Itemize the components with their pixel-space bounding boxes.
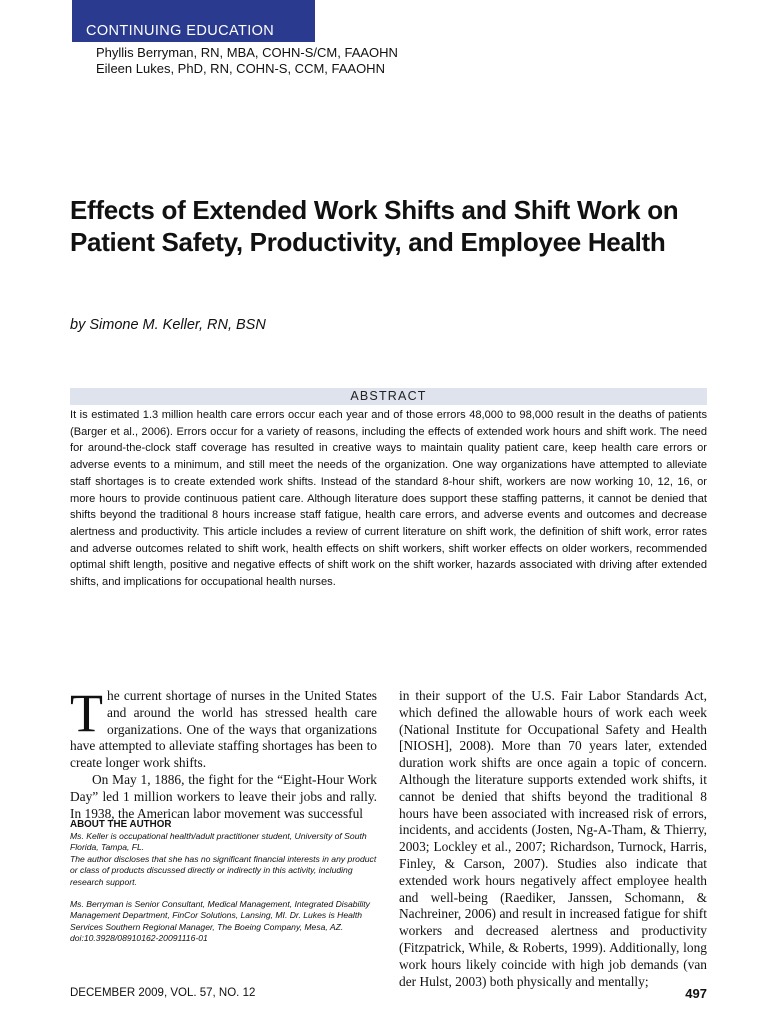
abstract-header-bar <box>70 388 707 405</box>
article-byline: by Simone M. Keller, RN, BSN <box>70 317 266 333</box>
abstract-label: ABSTRACT <box>350 389 427 403</box>
editors-note: Ms. Berryman is Senior Consultant, Medical Management, Integrated Disability Management Department, FinCor Solutions, Lansing, MI. Dr. Lukes is Health Services Southern Regional Manager, The Boeing Company, Mesa, AZ. <box>70 899 370 932</box>
section-label: CONTINUING EDUCATION <box>86 23 275 39</box>
author-affiliation: Ms. Keller is occupational health/adult practitioner student, University of South Florida, Tampa, FL. <box>70 831 367 853</box>
body-paragraph: On May 1, 1886, the fight for the “Eight-Hour Work Day” led 1 million workers to leave their jobs and rally. In 1938, the American labor movement was successful <box>70 771 377 821</box>
about-the-author <box>70 819 377 945</box>
body-paragraph <box>70 683 377 772</box>
body-column-left <box>70 683 377 822</box>
abstract-text: It is estimated 1.3 million health care errors occur each year and of those errors 48,000 to 98,000 result in the deaths of patients (Barger et al., 2006). Errors occur for a variety of reasons, including the effects of extended work hours and shift work. The need for around-the-clock staff coverage has resulted in creative ways to maintain quality patient care, keep health care errors or adverse events to a minimum, and still meet the needs of the organization. One way organizations have attempted to alleviate staff shortages is to create extended work shifts. Instead of the standard 8-hour shift, workers are now working 10, 12, 16, or more hours to provide continuous patient care. Although literature does support these staffing patterns, it cannot be denied that shifts beyond the traditional 8 hours increase staff fatigue, health care errors, and adverse events and outcomes and decrease alertness and productivity. This article includes a review of current literature on shift work, the definition of shift work, error rates and adverse outcomes related to shift work, health effects on shift workers, shift worker effects on older workers, recommended optimal shift length, positive and negative effects of shift work on the shift worker, hazards associated with driving after extended shifts, and implications for occupational health nurses. <box>70 409 707 589</box>
drop-cap: T <box>70 683 103 743</box>
column-authors <box>96 45 398 77</box>
footer-journal-issue: DECEMBER 2009, VOL. 57, NO. 12 <box>70 987 256 999</box>
author-line: Eileen Lukes, PhD, RN, COHN-S, CCM, FAAOHN <box>96 61 385 76</box>
footer-page-number: 497 <box>685 986 707 1001</box>
paragraph-text: he current shortage of nurses in the United States and around the world has stressed health care organizations. One of the ways that organizations have attempted to alleviate staffing shortages has been to create longer work shifts. <box>70 688 377 771</box>
author-line: Phyllis Berryman, RN, MBA, COHN-S/CM, FAAOHN <box>96 45 398 60</box>
about-heading: ABOUT THE AUTHOR <box>70 819 172 830</box>
body-paragraph: in their support of the U.S. Fair Labor Standards Act, which defined the allowable hours of work each week (National Institute for Occupational Safety and Health [NIOSH], 2008). More than 70 years later, extended duration work shifts are once again a topic of concern. Although the literature supports extended work shifts, it cannot be denied that shifts beyond the traditional 8 hours have been associated with increased risk of errors, incidents, and accidents (Josten, Ng-A-Tham, & Thierry, 2003; Lockley et al., 2007; Richardson, Turnock, Harris, Finley, & Carson, 2007). Studies also indicate that extended work hours negatively affect employee health and well-being (Raediker, Janssen, Schomann, & Nachreiner, 2006) and result in increased fatigue for shift workers and decreased alertness and productivity (Fitzpatrick, While, & Roberts, 1999). Additionally, long work hours likely coincide with high job demands (van der Hulst, 2003) both physically and mentally; <box>399 688 707 989</box>
article-title: Effects of Extended Work Shifts and Shift Work on Patient Safety, Productivity, and Employee Health <box>70 195 679 257</box>
doi: doi:10.3928/08910162-20091116-01 <box>70 933 208 944</box>
author-disclosure: The author discloses that she has no significant financial interests in any product or class of products discussed directly or indirectly in this activity, including research support. <box>70 853 377 887</box>
body-column-right <box>399 688 707 990</box>
